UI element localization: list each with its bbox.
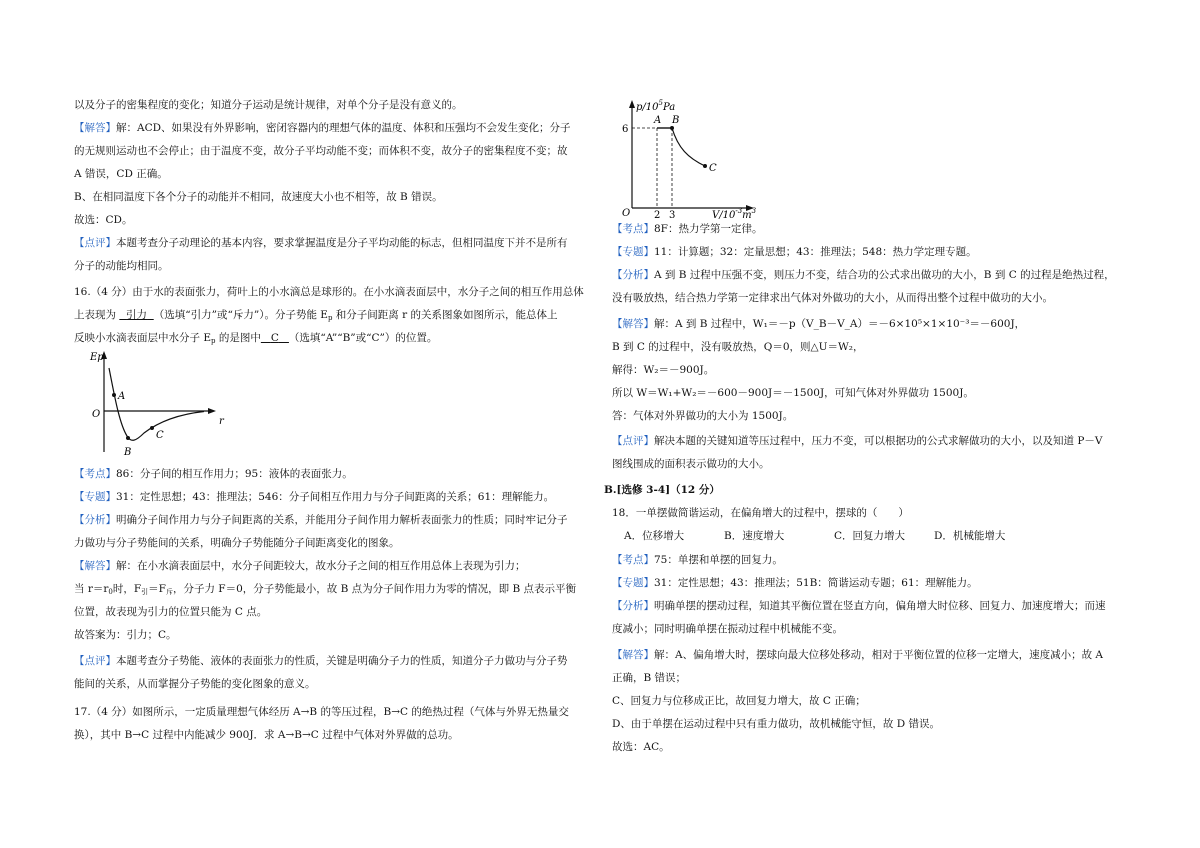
answer-blank: C [270,332,279,344]
question-17-line2: 换），其中 B→C 过程中内能减少 900J．求 A→B→C 过程中气体对外界做的总功。 [74,729,459,741]
point-label-a: A [118,391,126,402]
origin-label: O [92,409,101,420]
jieda-line: 【解答】解：在小水滴表面层中，水分子间距较大，故水分子之间的相互作用总体上表现为引力； [74,560,526,572]
point-label-b: B [124,447,132,458]
point-label-b: B [672,115,680,126]
text-line: 故答案为：引力；C。 [74,629,177,641]
option-d: D．机械能增大 [934,530,1006,542]
text-line: 答：气体对外界做功的大小为 1500J。 [612,410,794,422]
question-18: 18．一单摆做简谐运动，在偏角增大的过程中，摆球的（ ） [612,507,909,519]
text-line: 的无规则运动也不会停止；由于温度不变，故分子平均动能不变；而体积不变，故分子的密集程度不变；故 [74,145,568,157]
text-line: 故选：AC。 [612,741,670,753]
axis-label-r: r [219,416,224,427]
axis-label-p: $p/10^5Pa$ [636,99,676,113]
kaodian-line: 【考点】8F：热力学第一定律。 [612,223,763,235]
p-v-graph [612,90,772,220]
axis-label-ep: Ep [90,352,104,363]
option-c: C．回复力增大 [834,530,906,542]
point-label-a: A [654,115,662,126]
kaodian-line: 【考点】75：单摆和单摆的回复力。 [612,554,783,566]
jieda-line: 【解答】解：A、偏角增大时，摆球向最大位移处移动，相对于平衡位置的位移一定增大，速度减小；故 A [612,649,1104,661]
text-line: 正确，B 错误； [612,672,687,684]
fenxi-line: 【分析】A 到 B 过程中压强不变，则压力不变，结合功的公式求出做功的大小，B 到 C 的过程是绝热过程， [612,269,1115,281]
text-line: 力做功与分子势能间的关系，明确分子势能随分子间距离变化的图象。 [74,537,400,549]
text-line: C、回复力与位移成正比，故回复力增大，故 C 正确； [612,695,866,707]
text-line: A 错误，CD 正确。 [74,168,168,180]
zhuanti-line: 【专题】31：定性思想；43：推理法；51B：简谐运动专题；61：理解能力。 [612,577,978,589]
question-17: 17.（4 分）如图所示，一定质量理想气体经历 A→B 的等压过程，B→C 的绝热过程（气体与外界无热量交 [74,706,569,718]
option-b: B．速度增大 [724,530,785,542]
answer-blank: 引力 [126,309,148,321]
text-line: 以及分子的密集程度的变化；知道分子运动是统计规律，对单个分子是没有意义的。 [74,99,463,111]
zhuanti-line: 【专题】11：计算题；32：定量思想；43：推理法；548：热力学定理专题。 [612,246,977,258]
origin-label: O [622,208,631,219]
text-line: 没有吸放热，结合热力学第一定律求出气体对外做功的大小，从而得出整个过程中做功的大小。 [612,292,1053,304]
dianping-line: 【点评】本题考查分子势能、液体的表面张力的性质，关键是明确分子力的性质，知道分子力做功与分子势 [74,655,568,667]
question-16-line3: 反映小水滴表面层中水分子 $E_p$ 的是图中 C （选填“A”“B”或“C”）的位置。 [74,332,438,345]
text-line: 分子的动能均相同。 [74,260,169,272]
text-line: 能间的关系，从而掌握分子势能的变化图象的意义。 [74,678,316,690]
text-line: 故选：CD。 [74,214,133,226]
axis-label-v: $V/10^{-3}m^3$ [712,207,757,220]
answer-line: 【解答】解：ACD、如果没有外界影响，密闭容器内的理想气体的温度、体积和压强均不会发生变化；分子 [74,122,571,134]
tick-3: 3 [669,210,676,220]
question-16-line2: 上表现为 引力 （选填“引力”或“斥力”）。分子势能 $E_p$ 和分子间距离 r 的关系图象如图所示，能总体上 [74,309,558,322]
text-line: B 到 C 的过程中，没有吸放热，Q＝0，则△U＝W₂， [612,341,864,353]
tag-jieda: 【解答】 [74,122,116,134]
question-16: 16.（4 分）由于水的表面张力，荷叶上的小水滴总是球形的。在小水滴表面层中，水分子之间的相互作用总体 [74,286,584,298]
text-line: 当 $r=r_0$时，$F_引=F_斥$，分子力 F＝0，分子势能最小，故 B 点为分子间作用力为零的情况，即 B 点表示平衡 [74,583,577,596]
dianping-line: 【点评】解决本题的关键知道等压过程中，压力不变，可以根据功的公式求解做功的大小，以及知道 P－V [612,435,1103,447]
option-a: A．位移增大 [624,530,685,542]
comment-line: 【点评】本题考查分子动理论的基本内容，要求掌握温度是分子平均动能的标志，但相同温度下并不是所有 [74,237,568,249]
text-line: D、由于单摆在运动过程中只有重力做功，故机械能守恒，故 D 错误。 [612,718,941,730]
text-line: 度减小；同时明确单摆在振动过程中机械能不变。 [612,623,843,635]
text-line: 图线围成的面积表示做功的大小。 [612,458,770,470]
fenxi-line: 【分析】明确分子间作用力与分子间距离的关系，并能用分子间作用力解析表面张力的性质；同时牢记分子 [74,514,568,526]
tick-2: 2 [654,210,661,220]
text-line: 解得：W₂＝－900J。 [612,364,715,376]
text-line: 位置，故表现为引力的位置只能为 C 点。 [74,606,268,618]
tag-dianping: 【点评】 [74,237,116,249]
tick-6: 6 [622,124,629,135]
ep-r-graph [86,348,236,460]
point-label-c: C [709,163,717,174]
zhuanti-line: 【专题】31：定性思想；43：推理法；546：分子间相互作用力与分子间距离的关系；61：理解能力。 [74,491,555,503]
jieda-line: 【解答】解：A 到 B 过程中，W₁＝－p（V_B－V_A）＝－6×10⁵×1×10⁻³＝－600J， [612,318,1026,330]
fenxi-line: 【分析】明确单摆的摆动过程，知道其平衡位置在竖直方向，偏角增大时位移、回复力、加速度增大；而速 [612,600,1106,612]
text-line: 所以 W＝W₁+W₂＝－600－900J＝－1500J，可知气体对外界做功 1500J。 [612,387,974,399]
kaodian-line: 【考点】86：分子间的相互作用力；95：液体的表面张力。 [74,468,353,480]
text-line: B、在相同温度下各个分子的动能并不相同，故速度大小也不相等，故 B 错误。 [74,191,443,203]
point-label-c: C [156,430,164,441]
section-heading: B.[选修 3-4]（12 分） [604,484,720,496]
